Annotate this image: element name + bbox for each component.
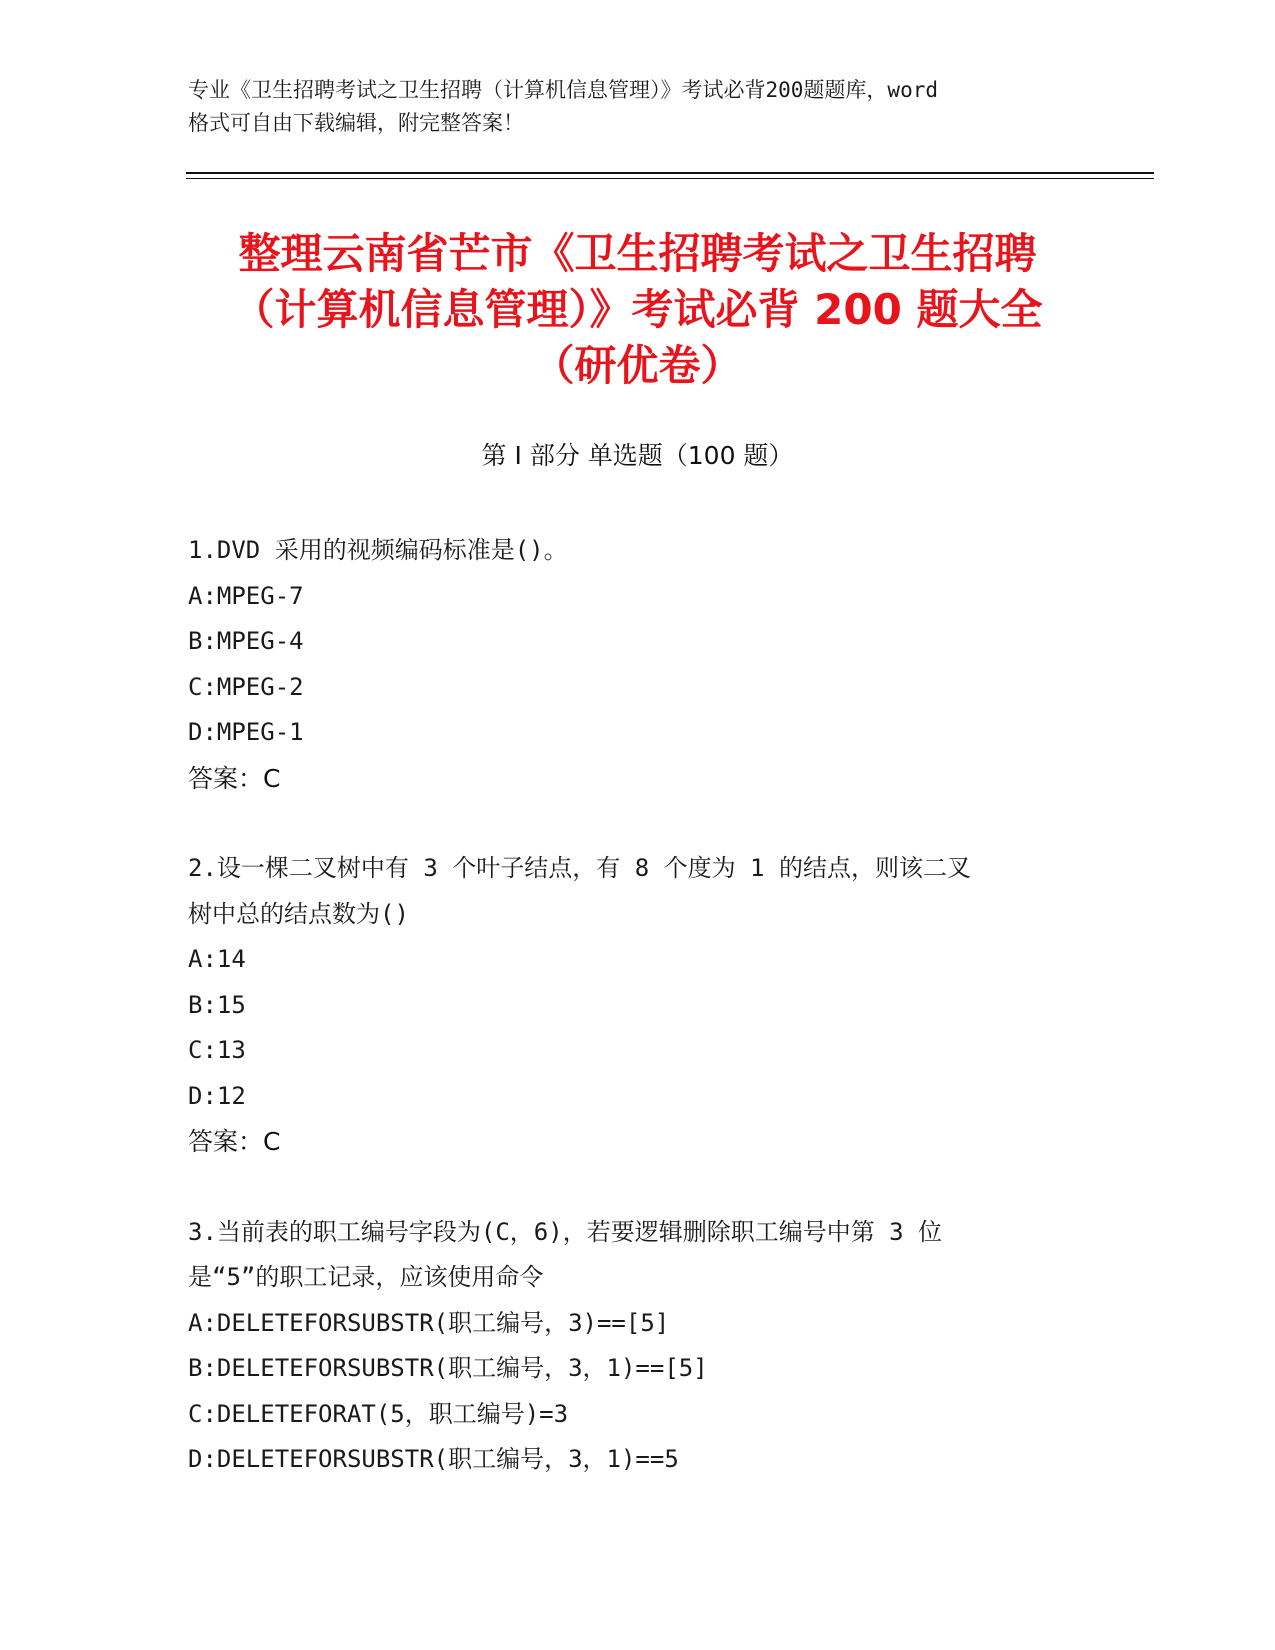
option-c: C:DELETEFORAT(5，职工编号)=3 [188, 1399, 569, 1428]
question-stem: 1.DVD 采用的视频编码标准是()。 [188, 536, 568, 564]
option-a: A:14 [188, 945, 246, 973]
header-divider-thick [186, 172, 1154, 174]
option-b: B:15 [188, 990, 246, 1019]
question-item [188, 1210, 1068, 1483]
option-c: C:MPEG-2 [188, 672, 304, 701]
option-d: D:MPEG-1 [188, 718, 304, 746]
header-note-line: 格式可自由下载编辑，附完整答案！ [188, 111, 524, 135]
header-divider-thin [186, 178, 1154, 179]
option-b: B:DELETEFORSUBSTR(职工编号，3，1)==[5] [188, 1354, 708, 1382]
answer-label: 答案：C [188, 763, 281, 793]
question-stem: 2.设一棵二叉树中有 3 个叶子结点，有 8 个度为 1 的结点，则该二叉 [188, 854, 971, 882]
question-stem: 3.当前表的职工编号字段为(C，6)，若要逻辑删除职工编号中第 3 位 [188, 1217, 943, 1246]
question-stem: 是“5”的职工记录，应该使用命令 [188, 1263, 544, 1291]
question-stem: 树中总的结点数为() [188, 899, 409, 928]
option-d: D:DELETEFORSUBSTR(职工编号，3，1)==5 [188, 1445, 679, 1473]
section-heading: 第 I 部分 单选题（100 题） [481, 441, 794, 470]
option-b: B:MPEG-4 [188, 627, 304, 655]
option-c: C:13 [188, 1036, 246, 1064]
title-line: 整理云南省芒市《卫生招聘考试之卫生招聘 [238, 229, 1037, 278]
title-line: （计算机信息管理）》考试必背 200 题大全 [232, 285, 1043, 334]
question-item [188, 846, 1068, 1165]
question-list [188, 528, 1068, 1528]
header-note [188, 74, 1088, 140]
option-d: D:12 [188, 1081, 246, 1110]
option-a: A:MPEG-7 [188, 581, 304, 610]
question-item [188, 528, 1068, 801]
title-line: （研优卷） [532, 341, 743, 390]
option-a: A:DELETEFORSUBSTR(职工编号，3)==[5] [188, 1308, 670, 1337]
document-title [150, 226, 1125, 394]
answer-label: 答案：C [188, 1127, 281, 1156]
header-note-line: 专业《卫生招聘考试之卫生招聘（计算机信息管理）》考试必背200题题库，word [188, 78, 938, 102]
